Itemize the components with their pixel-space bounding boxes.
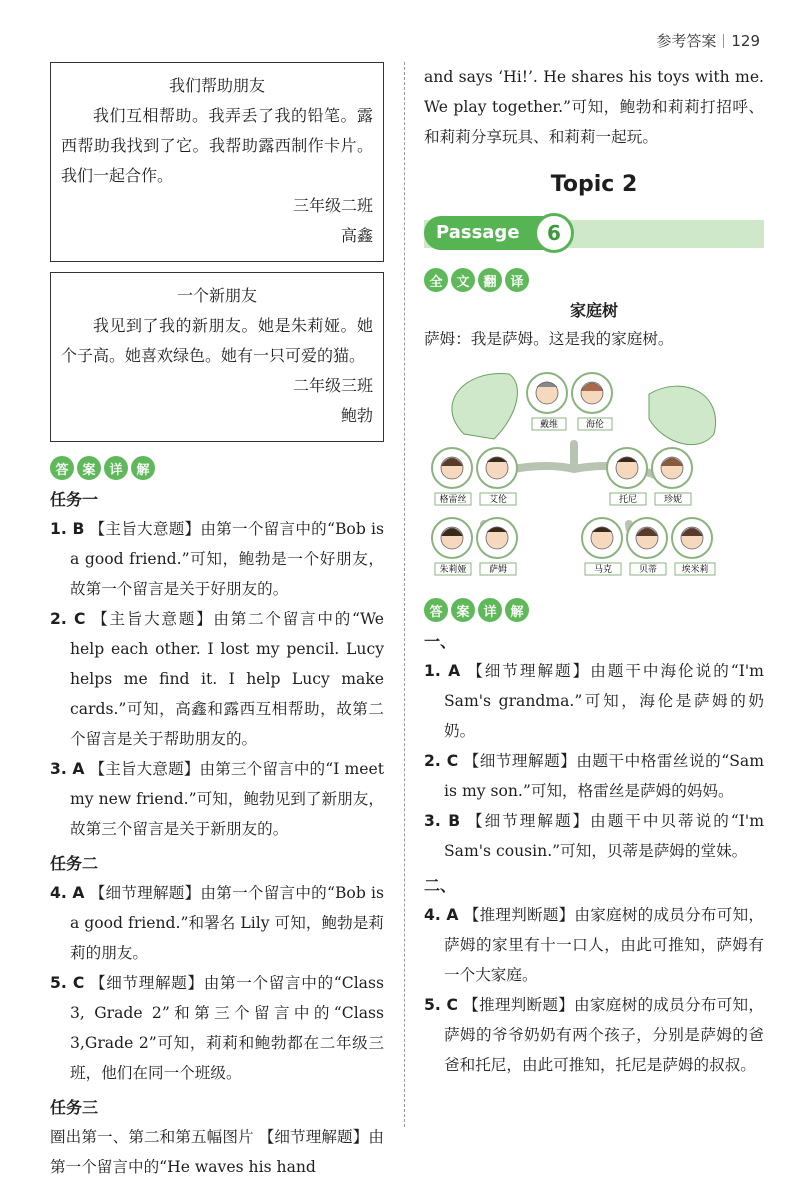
box1-name: 高鑫 (340, 226, 373, 245)
kimberly-portrait (672, 518, 712, 558)
answer-text: 【推理判断题】由家庭树的成员分布可知，萨姆的家里有十一口人，由此可推知，萨姆有一个大家庭。 (444, 906, 764, 984)
answer-item (50, 878, 384, 968)
answer-label: 4. A (424, 906, 459, 924)
badge-char: 详 (478, 598, 502, 622)
answer-label: 2. C (50, 610, 86, 628)
badge-char: 答 (50, 456, 74, 480)
name-mark: 马克 (593, 565, 613, 575)
grace-portrait (432, 448, 472, 488)
badge-char: 解 (505, 598, 529, 622)
name-alan: 艾伦 (488, 495, 508, 505)
topic-heading: Topic 2 (550, 172, 638, 197)
answer-item (424, 656, 764, 746)
answer-item (424, 746, 764, 806)
answer-label: 5. C (50, 974, 85, 992)
name-david: 戴维 (539, 420, 559, 430)
badge-char: 文 (451, 268, 475, 292)
answer-item (424, 990, 764, 1080)
box2-title: 一个新朋友 (176, 286, 257, 305)
section-2-heading: 二、 (424, 876, 457, 895)
task-3-heading: 任务三 (50, 1098, 99, 1117)
name-kimberly: 埃米莉 (681, 565, 709, 575)
badge-char: 解 (131, 456, 155, 480)
column-divider (404, 62, 405, 1127)
answer-item (424, 900, 764, 990)
message-box-2 (50, 272, 384, 442)
page-header (656, 30, 760, 51)
task-1-heading: 任务一 (50, 490, 99, 509)
answer-item (50, 514, 384, 604)
answer-text: 【主旨大意题】由第三个留言中的“I meet my new friend.”可知，鲍勃见到了新朋友，故第三个留言是关于新朋友的。 (70, 760, 384, 838)
answer-label: 3. A (50, 760, 85, 778)
answer-text: 【细节理解题】由题干中海伦说的“I'm Sam's grandma.”可知，海伦是萨姆的奶奶。 (444, 662, 764, 740)
task-2-heading: 任务二 (50, 854, 99, 873)
answer-text: 【细节理解题】由第一个留言中的“Bob is a good friend.”和署名 Lily 可知，鲍勃是莉莉的朋友。 (70, 884, 384, 962)
answer-text: 【细节理解题】由第一个留言中的“Class 3, Grade 2”和第三个留言中的“Class 3,Grade 2”可知，莉莉和鲍勃都在二年级三班，他们在同一个班级。 (70, 974, 384, 1082)
answer-item (50, 604, 384, 754)
answer-item (424, 806, 764, 866)
box2-class: 二年级三班 (292, 376, 373, 395)
name-betty: 贝蒂 (638, 565, 658, 575)
badge-char: 案 (451, 598, 475, 622)
julia-portrait (432, 518, 472, 558)
name-julia: 朱莉娅 (439, 565, 467, 575)
answer-item (50, 754, 384, 844)
leaf-right-icon (649, 386, 716, 444)
page-number: 129 (731, 32, 760, 50)
name-grace: 格雷丝 (439, 495, 467, 505)
answer-text: 【细节理解题】由题干中格雷丝说的“Sam is my son.”可知，格雷丝是萨姆的妈妈。 (444, 752, 764, 800)
badge-char: 译 (505, 268, 529, 292)
answer-text: 【推理判断题】由家庭树的成员分布可知，萨姆的爷爷奶奶有两个孩子，分别是萨姆的爸爸和托尼，由此可推知，托尼是萨姆的叔叔。 (444, 996, 764, 1074)
answer-text: 【细节理解题】由题干中贝蒂说的“I'm Sam's cousin.”可知，贝蒂是萨姆的堂妹。 (444, 812, 764, 860)
answer-label: 1. A (424, 662, 461, 680)
helen-portrait (572, 373, 612, 413)
right-column (424, 62, 764, 1080)
sam-portrait (477, 518, 517, 558)
passage-number: 6 (534, 213, 574, 253)
passage-label: Passage (424, 216, 544, 250)
answer-label: 3. B (424, 812, 461, 830)
name-helen: 海伦 (585, 420, 605, 430)
box2-body: 我见到了我的新朋友。她是朱莉娅。她个子高。她喜欢绿色。她有一只可爱的猫。 (61, 316, 373, 365)
david-portrait (527, 373, 567, 413)
box1-class: 三年级二班 (292, 196, 373, 215)
section-1-heading: 一、 (424, 632, 457, 651)
badge-char: 详 (104, 456, 128, 480)
alan-portrait (477, 448, 517, 488)
name-jenny: 珍妮 (663, 495, 683, 505)
family-tree-intro: 萨姆：我是萨姆。这是我的家庭树。 (424, 330, 674, 348)
name-tony: 托尼 (618, 495, 638, 505)
badge-char: 全 (424, 268, 448, 292)
full-translation-badge (424, 268, 529, 292)
answer-explanation-badge (424, 598, 529, 622)
answer-label: 2. C (424, 752, 459, 770)
header-separator (723, 34, 724, 48)
family-tree-title: 家庭树 (569, 301, 618, 320)
answer-item (50, 968, 384, 1088)
leaf-left-icon (452, 374, 518, 439)
answer-text: 【主旨大意题】由第二个留言中的“We help each other. I lost my pencil. Lucy helps me find it. I help Lucy make cards.”可知，高鑫和露西互相帮助，故第二个留言是关于帮助朋友的。 (70, 610, 384, 748)
message-box-1 (50, 62, 384, 262)
betty-portrait (627, 518, 667, 558)
mark-portrait (582, 518, 622, 558)
jenny-portrait (652, 448, 692, 488)
passage-banner (424, 214, 764, 254)
task-3-answer: 圈出第一、第二和第五幅图片 【细节理解题】由第一个留言中的“He waves his hand (50, 1128, 384, 1176)
family-tree-illustration (424, 364, 724, 584)
header-section: 参考答案 (656, 32, 717, 50)
continued-answer: and says ‘Hi!’. He shares his toys with me. We play together.”可知，鲍勃和莉莉打招呼、和莉莉分享玩具、和莉莉一起玩。 (424, 68, 764, 146)
left-column (50, 62, 384, 1182)
tony-portrait (607, 448, 647, 488)
answer-text: 【主旨大意题】由第一个留言中的“Bob is a good friend.”可知，鲍勃是一个好朋友，故第一个留言是关于好朋友的。 (70, 520, 384, 598)
answer-label: 4. A (50, 884, 85, 902)
box2-name: 鲍勃 (340, 406, 373, 425)
badge-char: 案 (77, 456, 101, 480)
badge-char: 翻 (478, 268, 502, 292)
badge-char: 答 (424, 598, 448, 622)
answer-explanation-badge (50, 456, 155, 480)
answer-label: 1. B (50, 520, 85, 538)
answer-label: 5. C (424, 996, 458, 1014)
box1-title: 我们帮助朋友 (168, 76, 265, 95)
name-sam: 萨姆 (488, 565, 508, 575)
box1-body: 我们互相帮助。我弄丢了我的铅笔。露西帮助我找到了它。我帮助露西制作卡片。我们一起合作。 (61, 106, 373, 185)
